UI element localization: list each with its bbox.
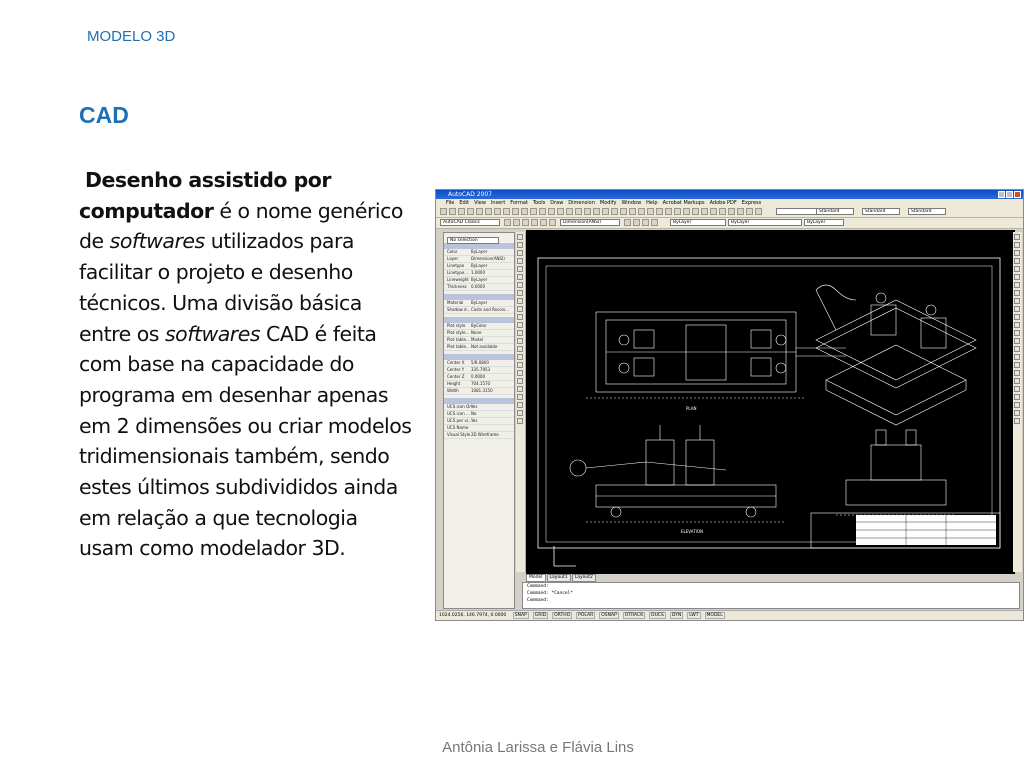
cad-menu-item[interactable]: File — [446, 200, 455, 206]
body-text-1: é o nome genérico de — [79, 198, 403, 254]
props-key: Plot table... — [447, 344, 470, 349]
props-value: ByLayer — [471, 300, 488, 305]
plan-view — [586, 312, 846, 398]
close-icon — [1014, 191, 1021, 198]
props-key: Plot style... — [447, 330, 470, 335]
dimstyle-select: Dimension(ANSI) — [560, 219, 620, 226]
cad-toolbar-standard — [436, 207, 1023, 218]
props-key: Thickness — [447, 284, 467, 289]
props-value: No — [471, 411, 477, 416]
toolbar-button-icon[interactable] — [656, 208, 663, 215]
props-key: Visual Style — [447, 432, 471, 437]
toolbar-button-icon[interactable] — [633, 219, 640, 226]
props-row[interactable] — [444, 284, 514, 291]
toolbar-button-icon[interactable] — [737, 208, 744, 215]
tool-icon[interactable] — [517, 266, 523, 272]
tool-icon[interactable] — [517, 402, 523, 408]
cad-menu-item[interactable]: Draw — [550, 200, 564, 206]
toolbar-button-icon[interactable] — [485, 208, 492, 215]
coordinates-readout: 1024.0256, 146.7974, 0.0000 — [439, 613, 507, 618]
status-toggle[interactable]: SNAP — [514, 613, 527, 618]
tool-icon[interactable] — [517, 338, 523, 344]
toolbar-button-icon[interactable] — [522, 219, 529, 226]
tool-icon[interactable] — [1014, 410, 1020, 416]
props-value: 335.7953 — [471, 367, 491, 372]
toolbar-button-icon[interactable] — [539, 208, 546, 215]
tool-icon[interactable] — [1014, 314, 1020, 320]
props-value: ByLayer — [471, 263, 488, 268]
toolbar-button-icon[interactable] — [620, 208, 627, 215]
tool-icon[interactable] — [517, 314, 523, 320]
tool-icon[interactable] — [1014, 370, 1020, 376]
toolbar-button-icon[interactable] — [642, 219, 649, 226]
props-row[interactable] — [444, 388, 514, 395]
status-toggle[interactable]: GRID — [534, 613, 547, 618]
tool-icon[interactable] — [517, 394, 523, 400]
toolbar-button-icon[interactable] — [746, 208, 753, 215]
props-key: Center X — [447, 360, 465, 365]
side-view — [836, 430, 956, 515]
table-style-select: Standard — [862, 208, 900, 215]
props-row[interactable] — [444, 249, 514, 256]
toolbar-button-icon[interactable] — [647, 208, 654, 215]
props-key: UCS per vi... — [447, 418, 472, 423]
status-toggle[interactable]: OSNAP — [601, 613, 617, 618]
props-value: None — [471, 330, 482, 335]
toolbar-button-icon[interactable] — [728, 208, 735, 215]
tool-icon[interactable] — [517, 282, 523, 288]
status-toggle[interactable]: OTRACK — [624, 613, 644, 618]
props-key: Center Z — [447, 374, 465, 379]
status-bar — [436, 610, 1023, 620]
body-italic-2: softwares — [165, 321, 261, 346]
toolbar-button-icon[interactable] — [503, 208, 510, 215]
toolbar-button-icon[interactable] — [624, 219, 631, 226]
layout-tab[interactable]: Model — [526, 574, 546, 582]
cad-menu-item[interactable]: View — [474, 200, 486, 206]
cad-menu-item[interactable]: Insert — [490, 200, 506, 206]
body-italic-1: softwares — [109, 229, 205, 254]
tool-icon[interactable] — [517, 290, 523, 296]
command-line — [522, 582, 1020, 609]
tool-icon[interactable] — [1014, 242, 1020, 248]
props-value: 0.0000 — [471, 284, 485, 289]
props-row[interactable] — [444, 425, 514, 432]
toolbar-button-icon[interactable] — [683, 208, 690, 215]
tool-icon[interactable] — [517, 370, 523, 376]
tool-icon[interactable] — [1014, 330, 1020, 336]
status-toggle[interactable]: MODEL — [706, 613, 723, 618]
plot-style-select: Standard — [908, 208, 946, 215]
tool-icon[interactable] — [517, 418, 523, 424]
toolbar-button-icon[interactable] — [651, 219, 658, 226]
tool-icon[interactable] — [1014, 322, 1020, 328]
props-row[interactable] — [444, 404, 514, 411]
props-value: Yes — [471, 404, 478, 409]
props-value: 704.1570 — [471, 381, 491, 386]
props-row[interactable] — [444, 330, 514, 337]
cad-menu-item[interactable]: Dimension — [568, 200, 595, 206]
bold-lead: Desenho assistido por computador — [79, 168, 331, 223]
cad-menu-item[interactable]: Window — [621, 200, 642, 206]
props-row[interactable] — [444, 300, 514, 307]
props-key: Height — [447, 381, 461, 386]
toolbar-button-icon[interactable] — [467, 208, 474, 215]
status-toggle[interactable]: LWT — [689, 613, 699, 618]
cad-titlebar — [436, 190, 1023, 199]
status-toggle[interactable]: POLAR — [578, 613, 594, 618]
toolbar-button-icon[interactable] — [575, 208, 582, 215]
toolbar-button-icon[interactable] — [584, 208, 591, 215]
body-paragraph — [79, 165, 414, 564]
tool-icon[interactable] — [1014, 338, 1020, 344]
cad-window-title: AutoCAD 2007 — [448, 191, 493, 198]
tool-icon[interactable] — [517, 362, 523, 368]
props-row[interactable] — [444, 307, 514, 314]
props-key: Color — [447, 249, 458, 254]
props-value: 1.0000 — [471, 270, 485, 275]
layout-tab[interactable]: Layout1 — [547, 574, 571, 582]
tool-icon[interactable] — [517, 330, 523, 336]
body-text-3: CAD é feita com base na capacidade do programa em desenhar apenas em 2 dimensões ou criar modelos tridimensionais também, sendo estes últimos subdivididos ainda em relação a que tecnologia usam como modelador 3D. — [79, 321, 412, 561]
cad-menu-item[interactable]: Tools — [532, 200, 546, 206]
tool-icon[interactable] — [517, 274, 523, 280]
isometric-view — [816, 285, 976, 425]
toolbar-button-icon[interactable] — [611, 208, 618, 215]
layout-tabs — [526, 574, 1015, 582]
tool-icon[interactable] — [517, 346, 523, 352]
toolbar-button-icon[interactable] — [755, 208, 762, 215]
props-value: ByLayer — [471, 277, 488, 282]
props-row[interactable] — [444, 337, 514, 344]
cad-menu-item[interactable]: Help — [646, 200, 658, 206]
tool-icon[interactable] — [1014, 418, 1020, 424]
props-key: Linetype — [447, 263, 465, 268]
props-row[interactable] — [444, 367, 514, 374]
tool-icon[interactable] — [517, 410, 523, 416]
cad-toolbar-layers — [436, 218, 1023, 229]
props-row[interactable] — [444, 374, 514, 381]
toolbar-button-icon[interactable] — [638, 208, 645, 215]
tool-icon[interactable] — [1014, 346, 1020, 352]
props-key: UCS icon ... — [447, 411, 470, 416]
tool-icon[interactable] — [1014, 266, 1020, 272]
props-value: Dimension(ANSI) — [471, 256, 505, 261]
props-row[interactable] — [444, 432, 514, 439]
tool-icon[interactable] — [1014, 274, 1020, 280]
minimize-icon — [998, 191, 1005, 198]
props-value: ByColor — [471, 323, 487, 328]
toolbar-button-icon[interactable] — [440, 208, 447, 215]
layout-tab[interactable]: Layout2 — [572, 574, 596, 582]
props-value: Not available — [471, 344, 498, 349]
toolbar-button-icon[interactable] — [719, 208, 726, 215]
props-value: ByLayer — [471, 249, 488, 254]
tool-icon[interactable] — [1014, 354, 1020, 360]
props-value: Yes — [471, 418, 478, 423]
props-key: Lineweight — [447, 277, 469, 282]
toolbar-button-icon[interactable] — [710, 208, 717, 215]
toolbar-button-icon[interactable] — [602, 208, 609, 215]
drawing-canvas — [526, 230, 1015, 575]
lineweight-select: ByLayer — [804, 219, 844, 226]
props-value: 0.0000 — [471, 374, 485, 379]
tool-icon[interactable] — [517, 234, 523, 240]
cad-menu-item[interactable]: Format — [510, 200, 528, 206]
toolbar-button-icon[interactable] — [504, 219, 511, 226]
toolbar-button-icon[interactable] — [549, 219, 556, 226]
tool-icon[interactable] — [1014, 234, 1020, 240]
command-line-text[interactable]: Command: — [527, 598, 549, 603]
cad-menu-item[interactable]: Adobe PDF — [709, 200, 737, 206]
props-key: Linetype... — [447, 270, 469, 275]
layer-select: ByLayer — [670, 219, 726, 226]
linetype-select: ByLayer — [728, 219, 802, 226]
tool-icon[interactable] — [517, 322, 523, 328]
props-key: Shadow d... — [447, 307, 471, 312]
props-row[interactable] — [444, 381, 514, 388]
text-style-select: Standard — [816, 208, 854, 215]
command-line-text: Command: *Cancel* — [527, 591, 574, 596]
tool-icon[interactable] — [517, 378, 523, 384]
props-value: Model — [471, 337, 484, 342]
tool-icon[interactable] — [1014, 306, 1020, 312]
toolbar-button-icon[interactable] — [692, 208, 699, 215]
toolbar-button-icon[interactable] — [512, 208, 519, 215]
props-row[interactable] — [444, 270, 514, 277]
toolbar-button-icon[interactable] — [674, 208, 681, 215]
draw-toolbar — [516, 232, 526, 572]
toolbar-button-icon[interactable] — [548, 208, 555, 215]
workspace-select: AutoCAD Classic — [440, 219, 500, 226]
props-key: Plot style — [447, 323, 466, 328]
tool-icon[interactable] — [1014, 386, 1020, 392]
cad-drawing — [526, 230, 1015, 575]
props-row[interactable] — [444, 256, 514, 263]
tool-icon[interactable] — [517, 298, 523, 304]
toolbar-button-icon[interactable] — [701, 208, 708, 215]
plan-label: PLAN — [686, 406, 697, 411]
props-key: Layer — [447, 256, 459, 261]
toolbar-button-icon[interactable] — [476, 208, 483, 215]
tool-icon[interactable] — [1014, 362, 1020, 368]
autocad-screenshot — [435, 189, 1024, 621]
props-value: 5/8.0800 — [471, 360, 489, 365]
tool-icon[interactable] — [1014, 282, 1020, 288]
properties-palette — [443, 232, 515, 609]
cad-menu-item[interactable]: Express — [741, 200, 762, 206]
toolbar-button-icon[interactable] — [513, 219, 520, 226]
status-toggle[interactable]: DUCS — [651, 613, 664, 618]
elevation-view — [570, 425, 786, 522]
tool-icon[interactable] — [517, 258, 523, 264]
cad-menu-item[interactable]: Acrobat Markups — [662, 200, 705, 206]
tool-icon[interactable] — [517, 242, 523, 248]
tool-icon[interactable] — [517, 386, 523, 392]
props-key: Plot table... — [447, 337, 470, 342]
modify-toolbar — [1013, 232, 1022, 572]
props-row[interactable] — [444, 360, 514, 367]
toolbar-button-icon[interactable] — [530, 208, 537, 215]
slide-title: CAD — [79, 102, 129, 128]
cad-menubar — [436, 199, 1023, 207]
props-row[interactable] — [444, 411, 514, 418]
elevation-label: ELEVATION — [681, 529, 703, 534]
tool-icon[interactable] — [1014, 402, 1020, 408]
cad-menu-item[interactable]: Modify — [599, 200, 617, 206]
tool-icon[interactable] — [517, 306, 523, 312]
footer-authors: Antônia Larissa e Flávia Lins — [442, 739, 634, 756]
status-toggle[interactable]: ORTHO — [554, 613, 571, 618]
props-value: 1081.3150 — [471, 388, 493, 393]
cad-menu-item[interactable]: Edit — [459, 200, 470, 206]
toolbar-button-icon[interactable] — [540, 219, 547, 226]
props-key: UCS icon On — [447, 404, 472, 409]
props-row[interactable] — [444, 263, 514, 270]
toolbar-button-icon[interactable] — [593, 208, 600, 215]
props-key: Material — [447, 300, 464, 305]
tool-icon[interactable] — [1014, 250, 1020, 256]
props-value: 2D Wireframe — [471, 432, 499, 437]
props-row[interactable] — [444, 323, 514, 330]
selection-combo: No selection — [447, 237, 499, 244]
props-key: Width — [447, 388, 459, 393]
props-value: Casts and Receiv... — [471, 307, 509, 312]
maximize-icon — [1006, 191, 1013, 198]
tool-icon[interactable] — [517, 354, 523, 360]
tool-icon[interactable] — [1014, 290, 1020, 296]
command-line-text: Command: — [527, 584, 549, 589]
props-key: Center Y — [447, 367, 465, 372]
toolbar-button-icon[interactable] — [557, 208, 564, 215]
toolbar-button-icon[interactable] — [629, 208, 636, 215]
tool-icon[interactable] — [1014, 378, 1020, 384]
status-toggle[interactable]: DYN — [671, 613, 682, 618]
toolbar-button-icon[interactable] — [531, 219, 538, 226]
toolbar-button-icon[interactable] — [458, 208, 465, 215]
props-row[interactable] — [444, 277, 514, 284]
body-text-2: utilizados para facilitar o projeto e desenho técnicos. Uma divisão básica entre os — [79, 229, 362, 346]
props-row[interactable] — [444, 418, 514, 425]
ucs-icon — [554, 546, 576, 566]
tool-icon[interactable] — [517, 250, 523, 256]
toolbar-button-icon[interactable] — [566, 208, 573, 215]
toolbar-button-icon[interactable] — [521, 208, 528, 215]
props-row[interactable] — [444, 344, 514, 351]
tool-icon[interactable] — [1014, 258, 1020, 264]
tool-icon[interactable] — [1014, 394, 1020, 400]
toolbar-button-icon[interactable] — [494, 208, 501, 215]
toolbar-button-icon[interactable] — [665, 208, 672, 215]
tool-icon[interactable] — [1014, 298, 1020, 304]
toolbar-button-icon[interactable] — [449, 208, 456, 215]
props-key: UCS Name — [447, 425, 469, 430]
header-label: MODELO 3D — [87, 28, 176, 45]
